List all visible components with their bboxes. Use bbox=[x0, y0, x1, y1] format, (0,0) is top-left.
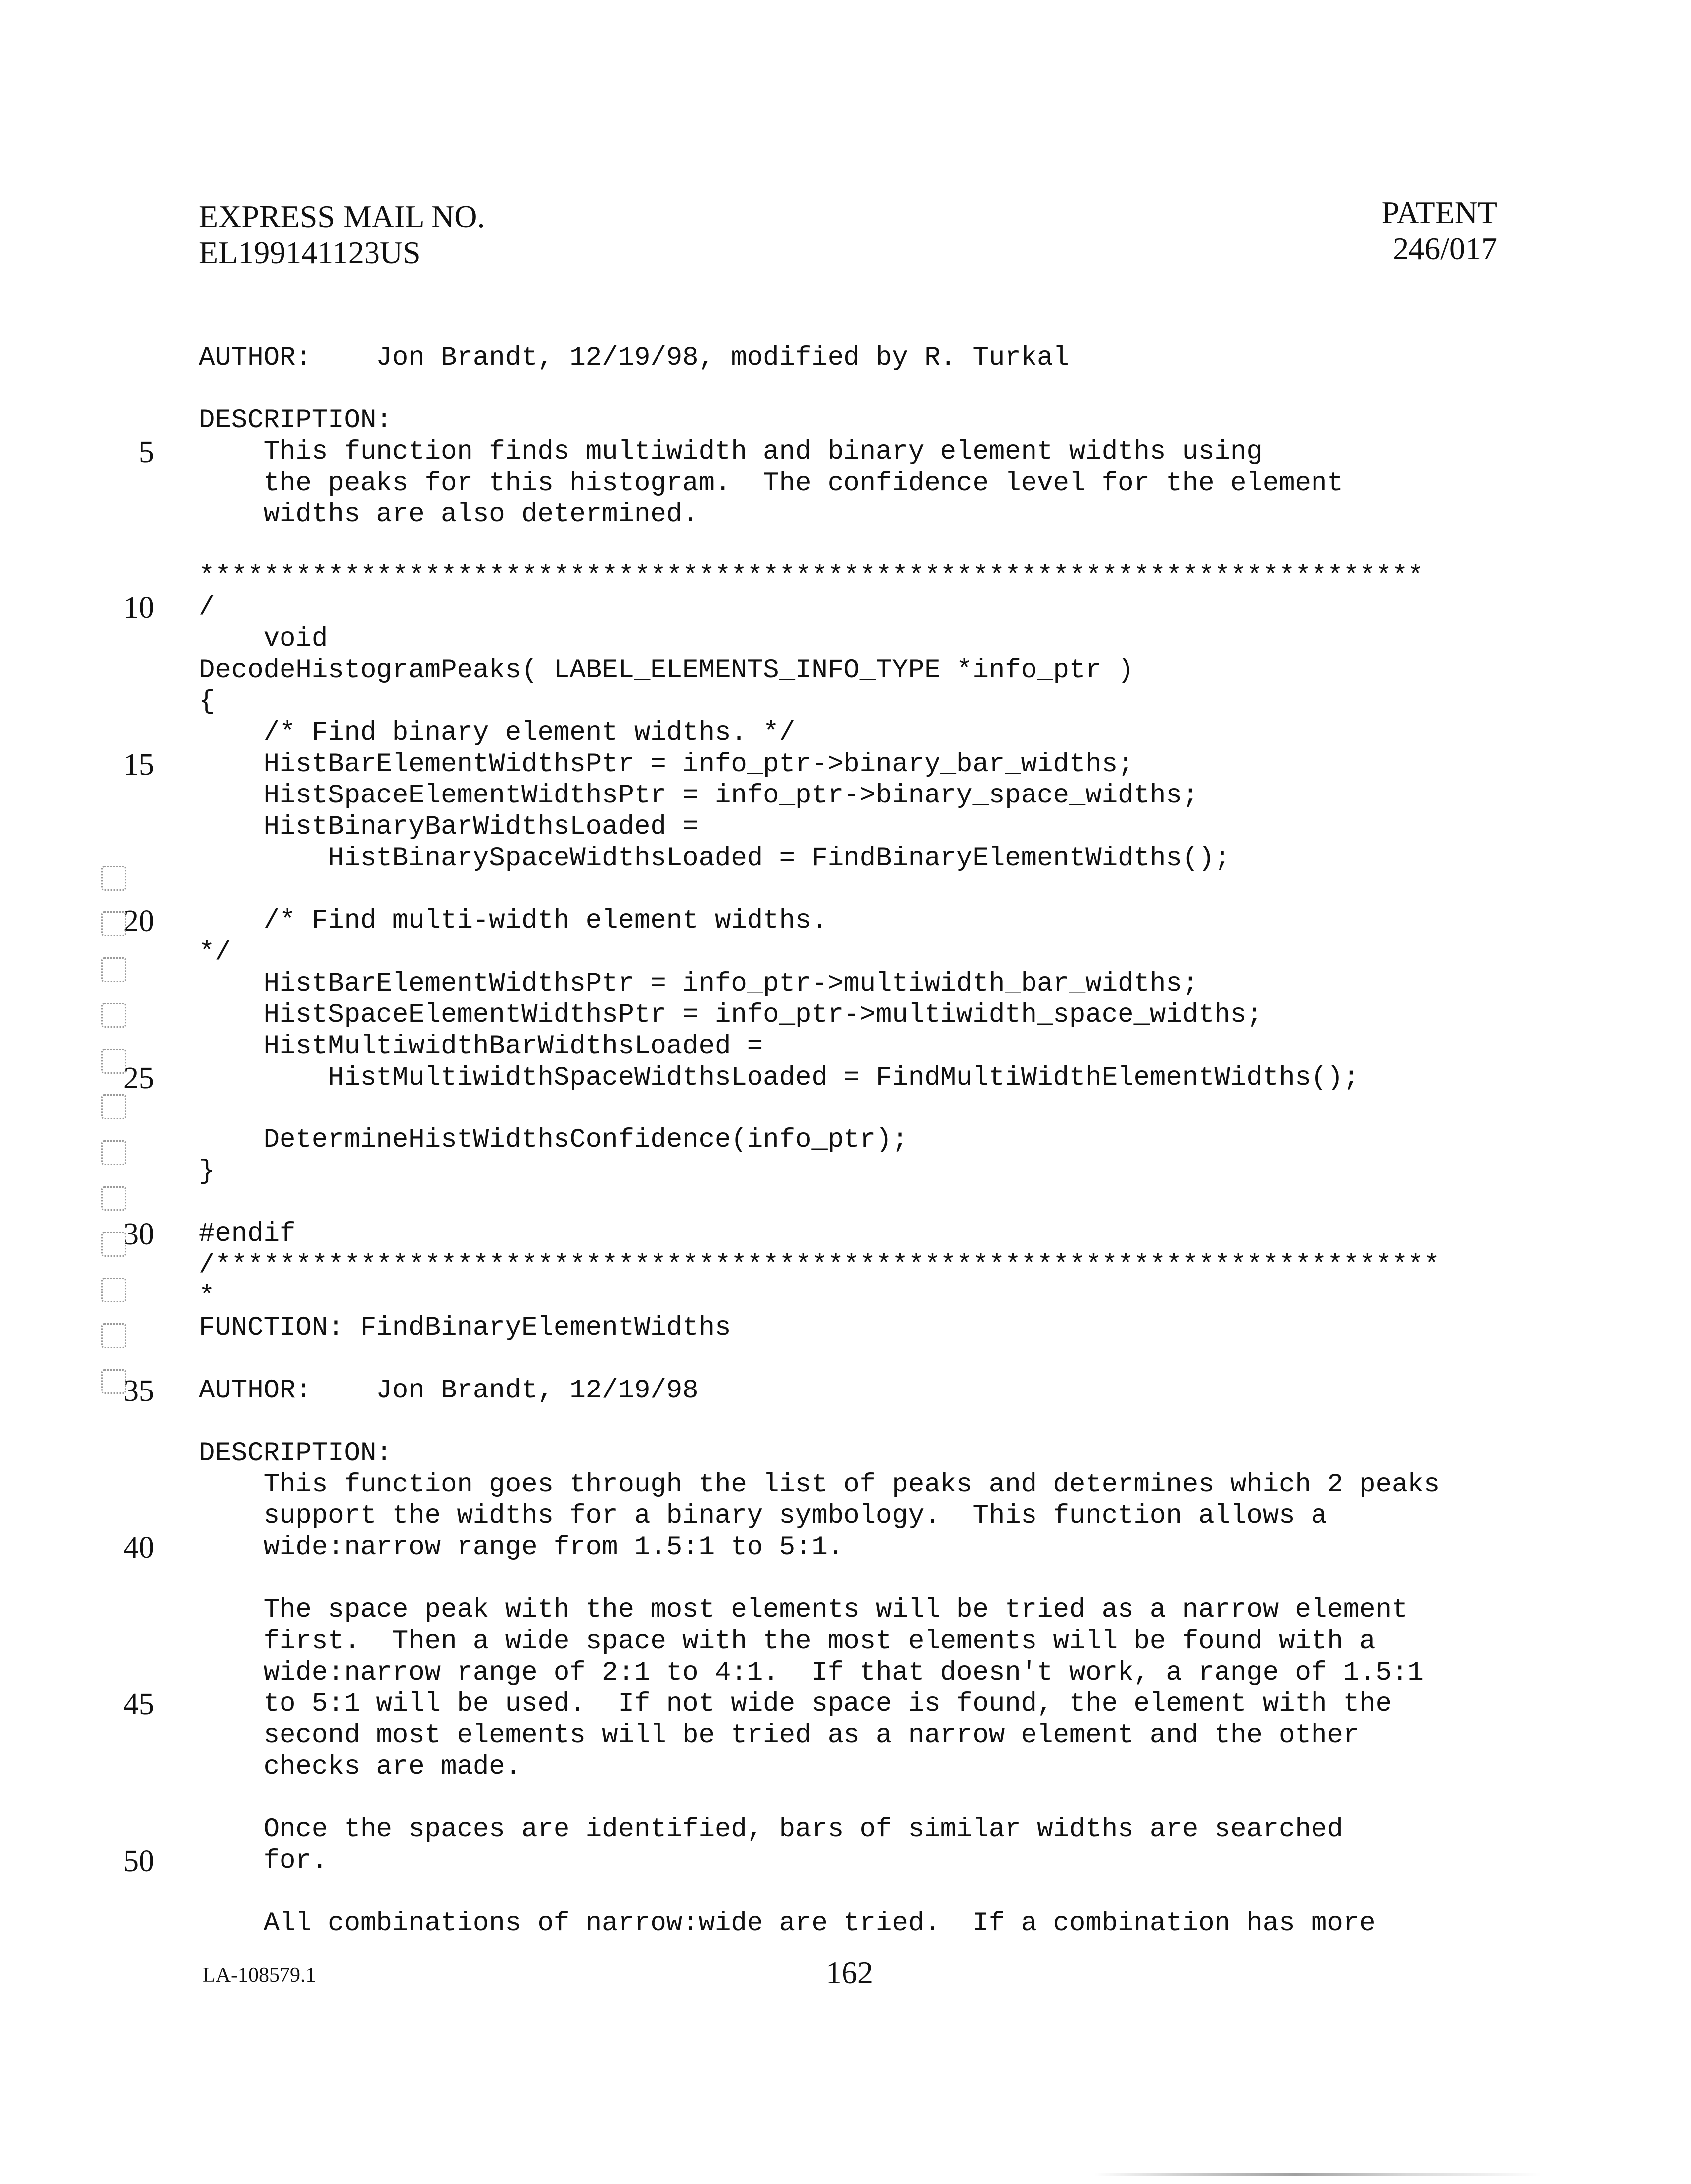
code-line: This function goes through the list of peaks and determines which 2 peaks bbox=[199, 1470, 1440, 1500]
code-line: HistMultiwidthSpaceWidthsLoaded = FindMultiWidthElementWidths(); bbox=[199, 1063, 1360, 1093]
code-line: / bbox=[199, 593, 215, 623]
code-line: /* Find multi-width element widths. bbox=[199, 906, 828, 936]
code-line: wide:narrow range of 2:1 to 4:1. If that doesn't work, a range of 1.5:1 bbox=[199, 1658, 1424, 1688]
vertical-date-stamp-mark bbox=[99, 866, 129, 1393]
code-line: HistBarElementWidthsPtr = info_ptr->binary_bar_widths; bbox=[199, 749, 1134, 780]
code-line: support the widths for a binary symbology. This function allows a bbox=[199, 1501, 1327, 1531]
patent-header bbox=[1382, 195, 1497, 267]
code-line: **************************************************************************** bbox=[199, 561, 1424, 592]
code-line: wide:narrow range from 1.5:1 to 5:1. bbox=[199, 1532, 844, 1563]
code-line: HistBinarySpaceWidthsLoaded = FindBinaryElementWidths(); bbox=[199, 843, 1230, 874]
code-line: * bbox=[199, 1282, 215, 1312]
code-line: HistBarElementWidthsPtr = info_ptr->multiwidth_bar_widths; bbox=[199, 969, 1199, 999]
line-number: 15 bbox=[123, 748, 154, 782]
code-line: AUTHOR: Jon Brandt, 12/19/98 bbox=[199, 1376, 699, 1406]
code-line: } bbox=[199, 1156, 215, 1187]
code-line: DESCRIPTION: bbox=[199, 405, 392, 436]
line-number: 5 bbox=[139, 435, 154, 469]
express-mail-number: EL199141123US bbox=[199, 235, 421, 270]
line-number: 30 bbox=[123, 1217, 154, 1251]
code-line: { bbox=[199, 687, 215, 717]
code-line: first. Then a wide space with the most elements will be found with a bbox=[199, 1626, 1376, 1657]
code-line: Once the spaces are identified, bars of similar widths are searched bbox=[199, 1814, 1343, 1845]
code-line: DetermineHistWidthsConfidence(info_ptr); bbox=[199, 1125, 908, 1155]
code-line: DESCRIPTION: bbox=[199, 1438, 392, 1469]
line-number: 40 bbox=[123, 1531, 154, 1565]
code-line: #endif bbox=[199, 1219, 296, 1249]
docket-number: 246/017 bbox=[1393, 231, 1497, 266]
code-line: for. bbox=[199, 1846, 328, 1876]
code-line: HistMultiwidthBarWidthsLoaded = bbox=[199, 1031, 763, 1062]
code-line: second most elements will be tried as a narrow element and the other bbox=[199, 1720, 1360, 1751]
code-line: to 5:1 will be used. If not wide space is found, the element with the bbox=[199, 1689, 1392, 1719]
patent-label: PATENT bbox=[1381, 195, 1497, 230]
code-line: HistSpaceElementWidthsPtr = info_ptr->binary_space_widths; bbox=[199, 781, 1199, 811]
code-line: void bbox=[199, 624, 328, 654]
code-line: HistSpaceElementWidthsPtr = info_ptr->multiwidth_space_widths; bbox=[199, 1000, 1263, 1030]
code-line: widths are also determined. bbox=[199, 499, 699, 530]
code-line: All combinations of narrow:wide are tried. If a combination has more bbox=[199, 1908, 1376, 1939]
code-line: This function finds multiwidth and binary element widths using bbox=[199, 437, 1263, 467]
code-line: checks are made. bbox=[199, 1752, 522, 1782]
document-id: LA-108579.1 bbox=[203, 1964, 316, 1986]
code-line: */ bbox=[199, 937, 231, 968]
code-line: The space peak with the most elements will be tried as a narrow element bbox=[199, 1595, 1408, 1625]
line-number: 35 bbox=[123, 1374, 154, 1408]
code-line: FUNCTION: FindBinaryElementWidths bbox=[199, 1313, 731, 1343]
scan-edge-mark bbox=[1094, 2173, 1542, 2176]
line-number: 50 bbox=[123, 1844, 154, 1878]
code-line: DecodeHistogramPeaks( LABEL_ELEMENTS_INFO_TYPE *info_ptr ) bbox=[199, 655, 1134, 686]
express-mail-header bbox=[199, 199, 485, 271]
code-line: the peaks for this histogram. The confidence level for the element bbox=[199, 468, 1343, 498]
code-line: AUTHOR: Jon Brandt, 12/19/98, modified by R. Turkal bbox=[199, 343, 1069, 373]
express-mail-label: EXPRESS MAIL NO. bbox=[199, 199, 485, 234]
line-number: 25 bbox=[123, 1061, 154, 1095]
line-number: 10 bbox=[123, 591, 154, 625]
line-number: 20 bbox=[123, 904, 154, 938]
code-line: /* Find binary element widths. */ bbox=[199, 718, 795, 748]
page-number: 162 bbox=[826, 1955, 873, 1990]
code-line: /**************************************************************************** bbox=[199, 1250, 1440, 1281]
line-number: 45 bbox=[123, 1688, 154, 1721]
code-line: HistBinaryBarWidthsLoaded = bbox=[199, 812, 699, 842]
